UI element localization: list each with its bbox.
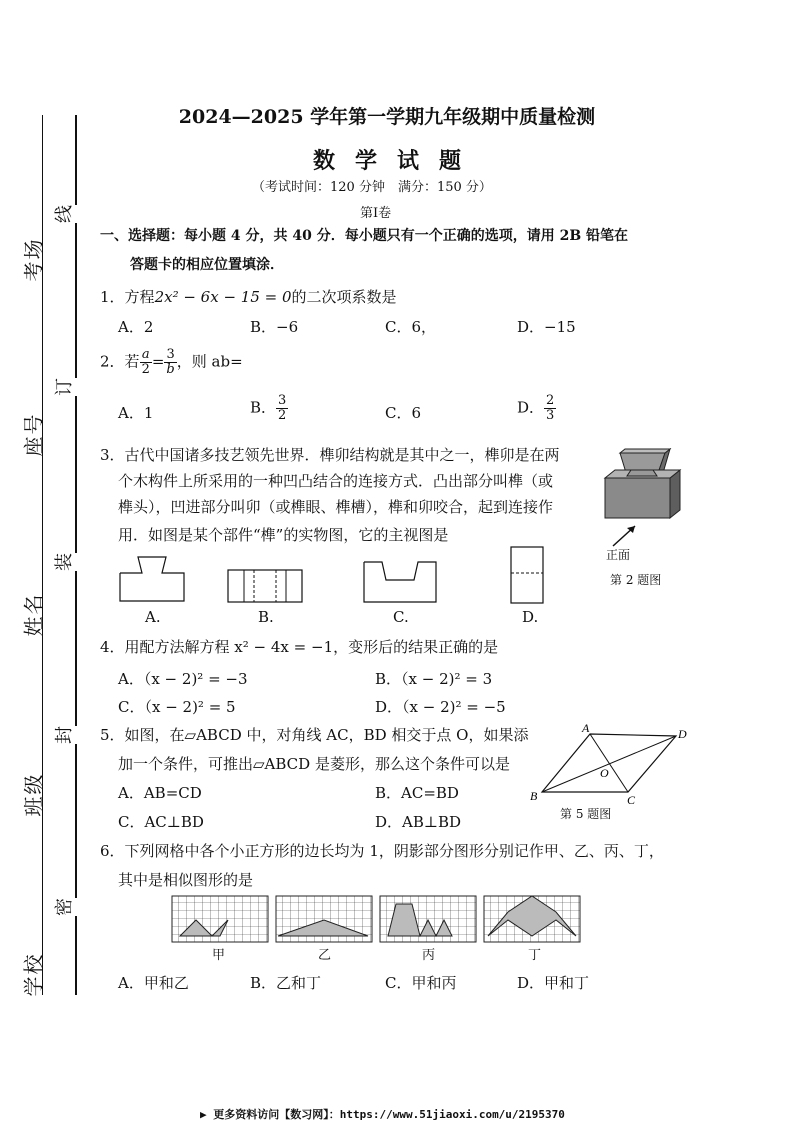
q6-option-d: D．甲和丁 [517, 974, 590, 992]
binding-char-ding: 订 [46, 378, 80, 396]
grid-ding [484, 896, 580, 942]
point-label-o: O [600, 766, 609, 780]
q5-option-a: A．AB=CD [118, 784, 202, 802]
q2-equals: = [151, 352, 165, 371]
binding-char-zhuang: 装 [46, 553, 80, 571]
q1-equation: 2x² − 6x − 15 = 0 [154, 288, 292, 306]
q6-grid-label-ding: 丁 [528, 948, 542, 963]
q5-parallelogram-figure [528, 722, 694, 806]
q3-option-a-figure [118, 553, 188, 603]
q2-option-b: B． $\frac{3}{2}$ [250, 393, 287, 423]
q3-figure-caption: 第 2 题图 [610, 573, 662, 587]
grid-yi [276, 896, 372, 942]
section-heading-line1: 一、选择题：每小题 4 分，共 40 分．每小题只有一个正确的选项，请用 2B 铅笔在 [100, 228, 629, 244]
q3-line-2: 个木构件上所采用的一种凹凸结合的连接方式．凸出部分叫榫（或 [118, 472, 554, 490]
q3-line-4: 用．如图是某个部件“榫”的实物图，它的主视图是 [118, 526, 449, 544]
section-heading-line2: 答题卡的相应位置填涂． [130, 257, 284, 273]
q1-option-d: D．−15 [517, 318, 576, 336]
q1-option-c: C．6， [385, 318, 437, 336]
q5-line-1: 5．如图，在▱ABCD 中，对角线 AC，BD 相交于点 O，如果添 [100, 726, 529, 744]
q2-pre: 若 [124, 352, 140, 371]
q3-option-b: B. [258, 608, 274, 626]
q5-figure-caption: 第 5 题图 [560, 807, 612, 821]
q6-grid-label-bing: 丙 [422, 948, 436, 963]
q5-option-b: B．AC=BD [375, 784, 459, 802]
binding-char-xian: 线 [46, 205, 80, 223]
name-label: 姓名 [21, 592, 46, 637]
q6-grids [170, 894, 590, 944]
binding-char-feng: 封 [46, 726, 80, 744]
q5-option-c: C．AC⊥BD [118, 813, 204, 831]
q2-option-d: D． $\frac{2}{3}$ [517, 393, 555, 423]
q6-option-c: C．甲和丙 [385, 974, 457, 992]
exam-title: 2024—2025 学年第一学期九年级期中质量检测 [178, 106, 596, 128]
q2-number: 2． [100, 352, 125, 371]
q6-grid-label-jia: 甲 [212, 948, 226, 963]
school-label: 学校 [21, 952, 46, 997]
grid-jia [172, 896, 268, 942]
footer-link[interactable]: ▶ 更多资料访问【数习网】：https://www.51jiaoxi.com/u/2195370 [200, 1108, 565, 1121]
exam-room-label: 考场 [21, 237, 46, 282]
q3-option-c: C. [393, 608, 409, 626]
q4-option-a: A．（x − 2)² = −3 [118, 670, 248, 688]
q5-option-d: D．AB⊥BD [375, 813, 462, 831]
q2-option-d-fraction: $\frac{2}{3}$ [546, 393, 555, 423]
q6-line-1: 6．下列网格中各个小正方形的边长均为 1，阴影部分图形分别记作甲、乙、丙、丁， [100, 842, 664, 860]
point-label-b: B [530, 789, 538, 803]
subject-title: 数学试题 [312, 148, 481, 174]
q2-option-a: A．1 [118, 404, 154, 422]
q3-line-1: 3．古代中国诸多技艺领先世界．榫卯结构就是其中之一，榫卯是在两 [100, 446, 560, 464]
exam-info: （考试时间：120 分钟 满分：150 分） [252, 180, 492, 195]
q4-option-b: B．（x − 2)² = 3 [375, 670, 493, 688]
q1-post: 的二次项系数是 [291, 288, 397, 306]
q3-option-a: A. [145, 608, 161, 626]
q6-option-a: A．甲和乙 [118, 974, 189, 992]
q3-line-3: 榫头），凹进部分叫卯（或榫眼、榫槽），榫和卯咬合，起到连接作 [118, 498, 554, 516]
volume-label: 第Ⅰ卷 [360, 206, 392, 221]
q6-option-b: B．乙和丁 [250, 974, 322, 992]
point-label-a: A [582, 722, 590, 735]
binding-char-mi: 密 [46, 898, 80, 916]
question-1 [100, 286, 397, 308]
q2-option-b-fraction: $\frac{3}{2}$ [278, 393, 287, 423]
q4-option-d: D．（x − 2)² = −5 [375, 698, 506, 716]
q1-option-a: A．2 [118, 318, 154, 336]
grid-bing [380, 896, 476, 942]
q4-option-c: C．（x − 2)² = 5 [118, 698, 236, 716]
q3-mortise-figure [595, 448, 690, 528]
q3-option-d-figure [509, 545, 549, 605]
q3-option-d: D. [522, 608, 539, 626]
q5-line-2: 加一个条件，可推出▱ABCD 是菱形，那么这个条件可以是 [118, 755, 510, 773]
q1-number: 1． [100, 288, 125, 306]
q3-option-c-figure [362, 558, 440, 604]
q6-grid-label-yi: 乙 [318, 948, 332, 963]
q2-post: ，则 ab= [176, 352, 243, 371]
q1-pre: 方程 [124, 288, 155, 306]
point-label-d: D [678, 727, 687, 741]
q3-front-label: 正面 [606, 548, 631, 562]
q2-option-c: C．6 [385, 404, 422, 422]
question-4: 4．用配方法解方程 x² − 4x = −1，变形后的结果正确的是 [100, 638, 499, 656]
q2-fraction-3-over-b: $\frac{3}{b}$ [166, 347, 175, 377]
seat-number-label: 座号 [21, 412, 46, 457]
question-2 [100, 348, 243, 377]
q1-option-b: B．−6 [250, 318, 299, 336]
class-label: 班级 [21, 772, 46, 817]
q6-line-2: 其中是相似图形的是 [118, 871, 254, 889]
point-label-c: C [627, 793, 636, 806]
q2-fraction-a-over-2: $\frac{a}{2}$ [141, 347, 150, 377]
q3-option-b-figure [226, 568, 306, 604]
